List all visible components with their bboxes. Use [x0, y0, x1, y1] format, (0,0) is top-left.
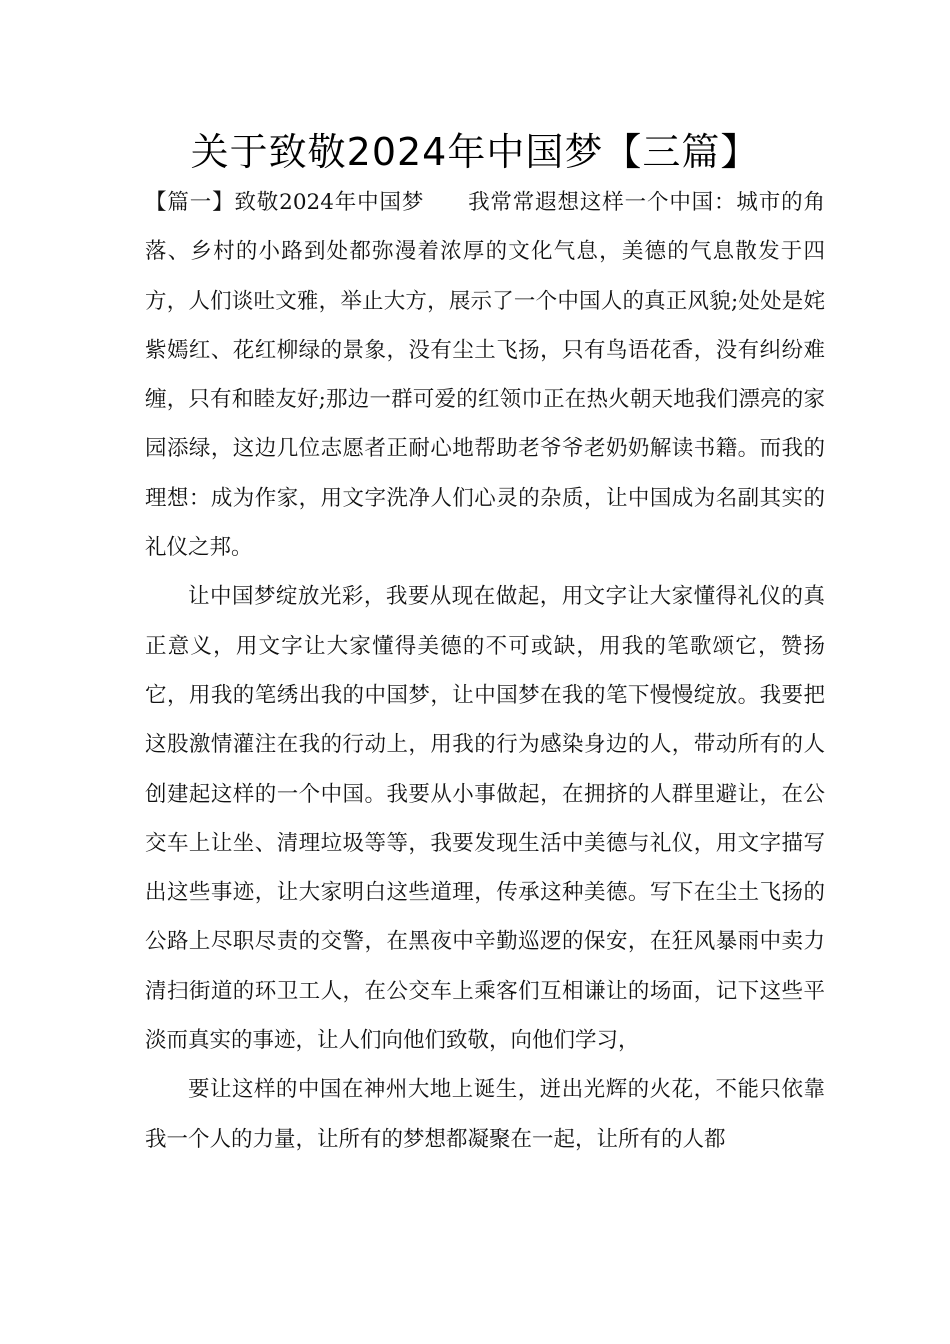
paragraph-3: 要让这样的中国在神州大地上诞生，迸出光辉的火花，不能只依靠我一个人的力量，让所有的梦想都凝聚在一起，让所有的人都 — [145, 1077, 825, 1152]
paragraph-1-text: 我常常遐想这样一个中国：城市的角落、乡村的小路到处都弥漫着浓厚的文化气息，美德的气息散发于四方，人们谈吐文雅，举止大方，展示了一个中国人的真正风貌;处处是姹紫嫣红、花红柳绿的景象，没有尘土飞扬，只有鸟语花香，没有纠纷难缠，只有和睦友好;那边一群可爱的红领巾正在热火朝天地我们漂亮的家园添绿，这边几位志愿者正耐心地帮助老爷爷老奶奶解读书籍。而我的理想：成为作家，用文字洗净人们心灵的杂质，让中国成为名副其实的礼仪之邦。 — [145, 190, 825, 561]
section-heading: 【篇一】致敬2024年中国梦 — [145, 190, 425, 215]
paragraph-1 — [145, 178, 825, 572]
document-title: 关于致敬2024年中国梦【三篇】 — [190, 130, 760, 174]
paragraph-2: 让中国梦绽放光彩，我要从现在做起，用文字让大家懂得礼仪的真正意义，用文字让大家懂得美德的不可或缺，用我的笔歌颂它，赞扬它，用我的笔绣出我的中国梦，让中国梦在我的笔下慢慢绽放。我要把这股激情灌注在我的行动上，用我的行为感染身边的人，带动所有的人创建起这样的一个中国。我要从小事做起，在拥挤的人群里避让，在公交车上让坐、清理垃圾等等，我要发现生活中美德与礼仪，用文字描写出这些事迹，让大家明白这些道理，传承这种美德。写下在尘土飞扬的公路上尽职尽责的交警，在黑夜中辛勤巡逻的保安，在狂风暴雨中卖力清扫街道的环卫工人，在公交车上乘客们互相谦让的场面，记下这些平淡而真实的事迹，让人们向他们致敬，向他们学习， — [145, 584, 825, 1054]
document-body — [145, 178, 825, 1164]
